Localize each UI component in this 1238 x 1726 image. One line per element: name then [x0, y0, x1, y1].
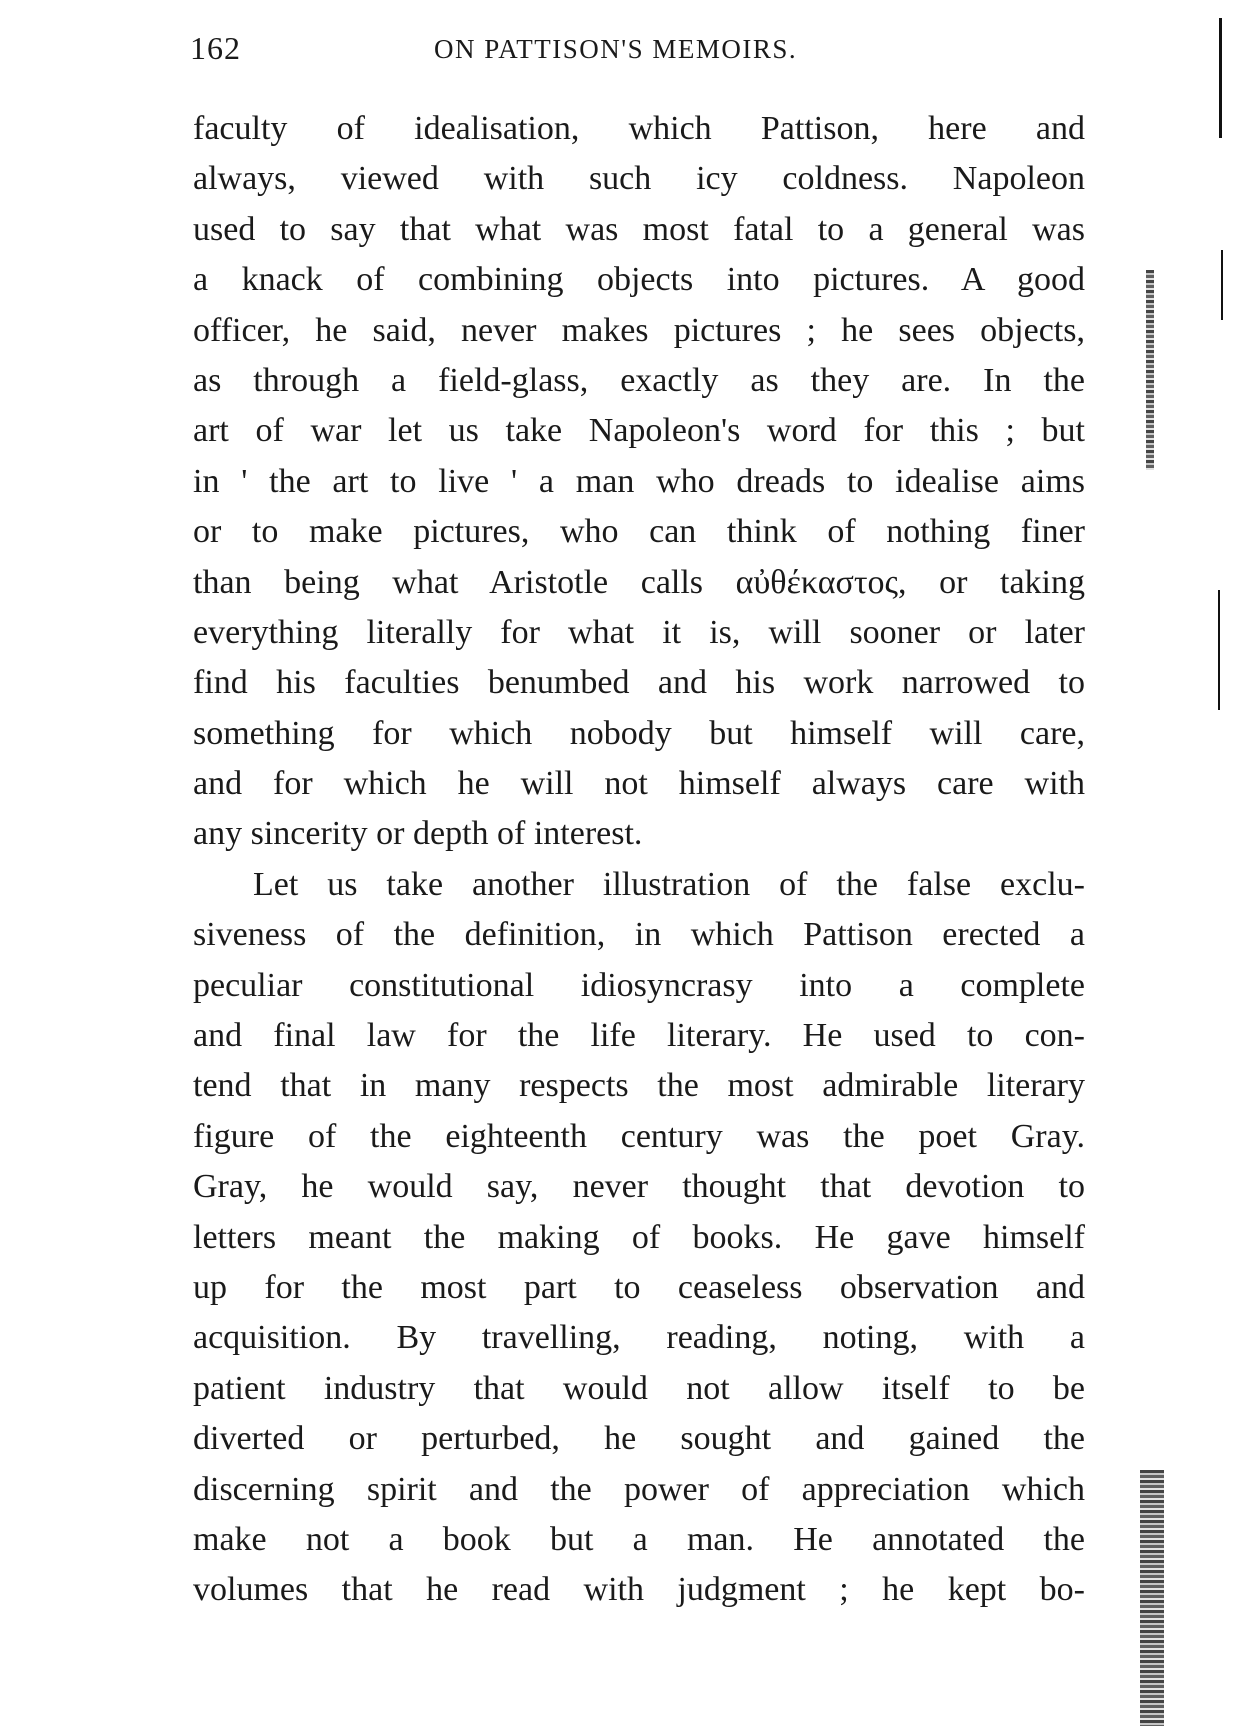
- binding-edge-line: [1218, 590, 1220, 710]
- running-title: ON PATTISON'S MEMOIRS.: [434, 34, 798, 64]
- text-line: officer, he said, never makes pictures ; he sees objects,: [193, 311, 1085, 349]
- text-line: siveness of the definition, in which Pattison erected a: [193, 916, 1085, 954]
- text-block: [193, 104, 1085, 1616]
- text-line: used to say that what was most fatal to a general was: [193, 210, 1085, 248]
- text-line: in ' the art to live ' a man who dreads to idealise aims: [193, 462, 1085, 500]
- text-line: as through a field-glass, exactly as they are. In the: [193, 361, 1085, 399]
- text-line: or to make pictures, who can think of nothing finer: [193, 513, 1085, 551]
- text-line: something for which nobody but himself will care,: [193, 714, 1085, 752]
- text-line: peculiar constitutional idiosyncrasy into a complete: [193, 966, 1085, 1004]
- text-line: and final law for the life literary. He used to con-: [193, 1017, 1085, 1055]
- paragraph-1: [193, 104, 1085, 860]
- text-line: tend that in many respects the most admirable literary: [193, 1067, 1085, 1105]
- text-line: art of war let us take Napoleon's word for this ; but: [193, 412, 1085, 450]
- text-line: volumes that he read with judgment ; he kept bo-: [193, 1571, 1085, 1609]
- scan-shadow: [1146, 270, 1154, 470]
- text-line: everything literally for what it is, will sooner or later: [193, 613, 1085, 651]
- text-line: faculty of idealisation, which Pattison, here and: [193, 110, 1085, 147]
- text-line: a knack of combining objects into pictures. A good: [193, 261, 1085, 299]
- text-line: Gray, he would say, never thought that devotion to: [193, 1168, 1085, 1206]
- text-line: figure of the eighteenth century was the poet Gray.: [193, 1117, 1085, 1155]
- binding-edge-line: [1219, 18, 1222, 138]
- text-line: patient industry that would not allow itself to be: [193, 1369, 1085, 1407]
- text-line: find his faculties benumbed and his work narrowed to: [193, 664, 1085, 702]
- text-line: acquisition. By travelling, reading, noting, with a: [193, 1319, 1085, 1357]
- text-line: letters meant the making of books. He gave himself: [193, 1218, 1085, 1256]
- page-header: [190, 30, 1090, 75]
- text-line: than being what Aristotle calls αὐθέκαστος, or taking: [193, 563, 1085, 601]
- text-line: discerning spirit and the power of appreciation which: [193, 1470, 1085, 1508]
- text-line: make not a book but a man. He annotated the: [193, 1520, 1085, 1558]
- text-line: any sincerity or depth of interest.: [193, 815, 643, 853]
- text-line: and for which he will not himself always care with: [193, 765, 1085, 803]
- page-number: 162: [190, 30, 241, 66]
- scan-shadow: [1140, 1470, 1164, 1726]
- text-line: always, viewed with such icy coldness. Napoleon: [193, 160, 1085, 198]
- text-line: diverted or perturbed, he sought and gained the: [193, 1420, 1085, 1458]
- text-line: up for the most part to ceaseless observation and: [193, 1268, 1085, 1306]
- text-line: Let us take another illustration of the false exclu-: [253, 865, 1085, 903]
- paragraph-2: [193, 860, 1085, 1616]
- binding-edge-line: [1221, 250, 1223, 320]
